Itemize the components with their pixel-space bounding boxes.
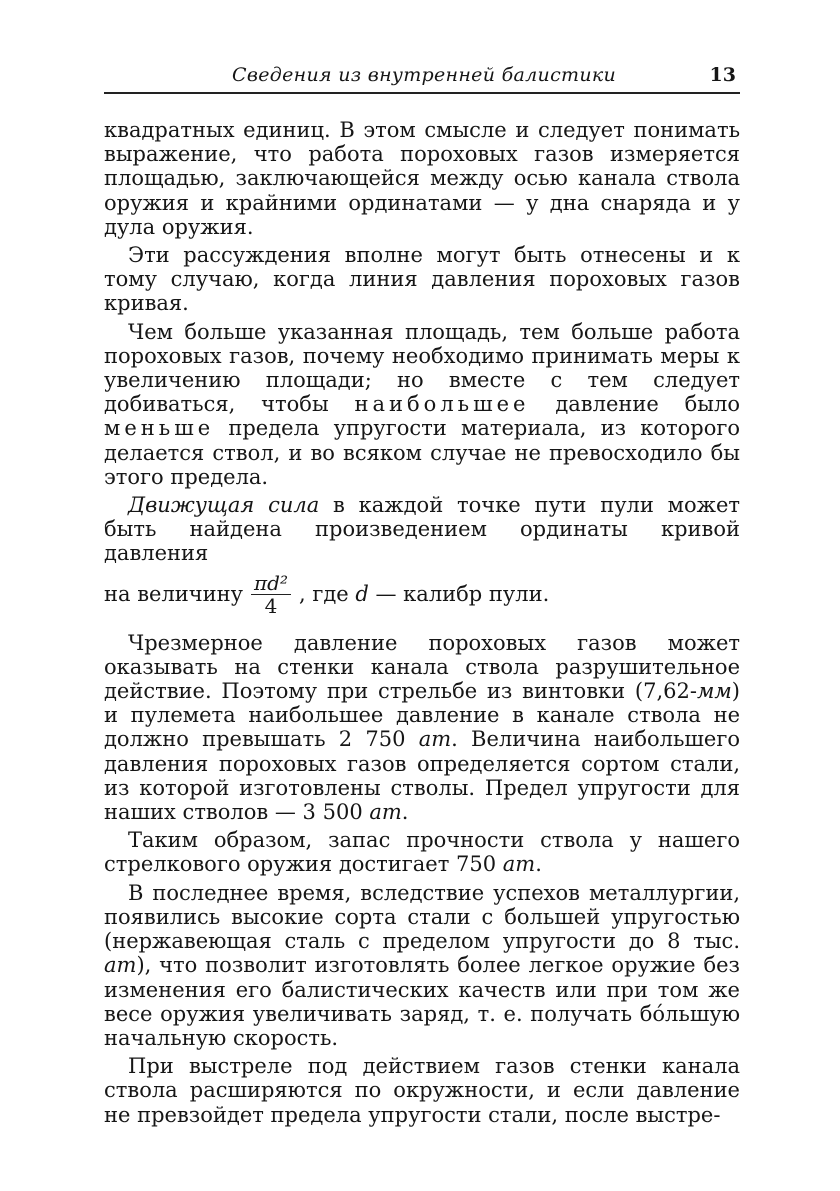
- variable-d: d: [355, 582, 369, 607]
- text-body: [104, 118, 740, 1131]
- running-title: Сведения из внутренней балистики: [232, 64, 617, 86]
- spaced-emphasis-greatest: наибольшее: [354, 392, 530, 417]
- paragraph-excess-pressure: Чрезмерное давление пороховых газов может оказывать на стенки канала ствола разрушительное действие. Поэтому при стрельбе из винтовки (7,62-мм) и пулемета наибольшее давление в канале ствола не должно превышать 2 750 ат. Величина наибольшего давления пороховых газов определяется сортом стали, из которой изготовлены стволы. Предел упругости для наших стволов — 3 500 ат.: [104, 630, 740, 825]
- fraction-numerator: πd²: [251, 572, 291, 595]
- spaced-emphasis-less: меньше: [104, 416, 215, 441]
- paragraph-barrel-expansion: При выстреле под действием газов стенки канала ствола расширяются по окружности, и если давление не превзойдет предела упругости стали, после выстре-: [104, 1054, 740, 1127]
- paragraph-area-work: Чем больше указанная площадь, тем больше работа пороховых газов, почему необходимо принимать меры к увеличению площади; но вместе с тем следует добиваться, чтобы наибольшее давление было меньше предела упругости материала, из которого делается ствол, и во всяком случае не превосходило бы этого предела.: [104, 319, 740, 489]
- paragraph-safety-margin: Таким образом, запас прочности ствола у нашего стрелкового оружия достигает 750 ат.: [104, 828, 740, 877]
- formula-line: на величину $\frac{\text{πd²}}{4}$ , где d — калибр пули.: [104, 570, 550, 618]
- fraction-formula: [251, 572, 291, 617]
- paragraph-metallurgy: В последнее время, вследствие успехов металлургии, появились высокие сорта стали с большей упругостью (нержавеющая сталь с пределом упругости до 8 тыс. ат), что позволит изготовлять более легкое оружие без изменения его балистических качеств или при том же весе оружия увеличивать заряд, т. е. получать бóльшую начальную скорость.: [104, 880, 740, 1050]
- paragraph-curve-case: Эти рассуждения вполне могут быть отнесены и к тому случаю, когда линия давления пороховых газов кривая.: [104, 243, 740, 316]
- fraction-denominator: 4: [264, 593, 278, 618]
- paragraph-driving-force: Движущая сила в каждой точке пути пули может быть найдена произведением ординаты кривой давления: [104, 493, 740, 566]
- page-number: 13: [709, 64, 736, 86]
- page-header: [104, 58, 740, 94]
- term-driving-force: Движущая сила: [128, 493, 320, 518]
- paragraph-continuation: квадратных единиц. В этом смысле и следует понимать выражение, что работа пороховых газов измеряется площадью, заключающейся между осью канала ствола оружия и крайними ординатами — у дна снаряда и у дула оружия.: [104, 118, 740, 239]
